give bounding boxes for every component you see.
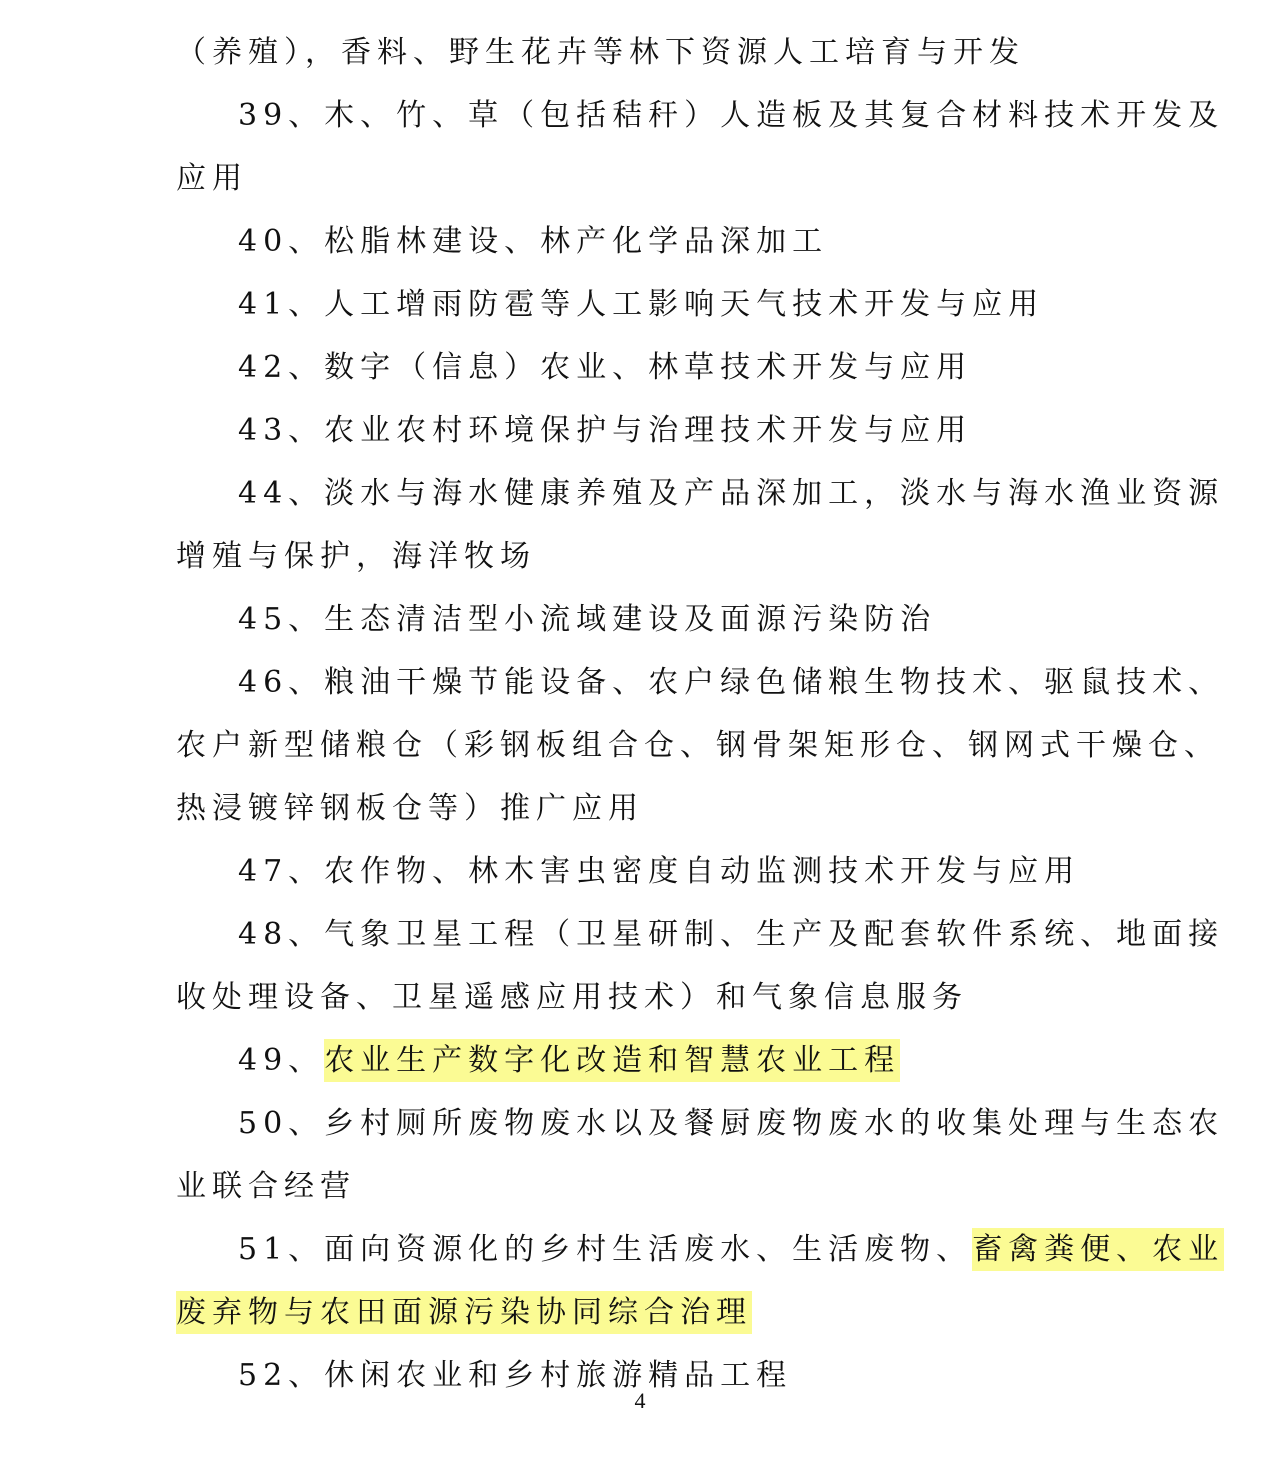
page-number: 4 [634, 1388, 646, 1413]
list-item-44: 44、淡水与海水健康养殖及产品深加工，淡水与海水渔业资源 [238, 476, 1225, 511]
text-line [176, 1287, 1111, 1339]
text-line: 农户新型储粮仓（彩钢板组合仓、钢骨架矩形仓、钢网式干燥仓、 [176, 728, 1220, 763]
list-item-48: 48、气象卫星工程（卫星研制、生产及配套软件系统、地面接 [238, 917, 1225, 952]
list-item-40: 40、松脂林建设、林产化学品深加工 [238, 224, 829, 259]
highlighted-text: 畜禽粪便、农业 [972, 1228, 1224, 1271]
list-item-39: 39、木、竹、草（包括秸秆）人造板及其复合材料技术开发及 [238, 98, 1225, 133]
list-item-47: 47、农作物、林木害虫密度自动监测技术开发与应用 [238, 854, 1081, 889]
item-49-number: 49、 [238, 1043, 325, 1078]
highlighted-text: 废弃物与农田面源污染协同综合治理 [176, 1291, 752, 1334]
text-line: 收处理设备、卫星遥感应用技术）和气象信息服务 [176, 980, 968, 1015]
text-line: 业联合经营 [176, 1169, 356, 1204]
list-item-50: 50、乡村厕所废物废水以及餐厨废物废水的收集处理与生态农 [238, 1106, 1225, 1141]
list-item-52: 52、休闲农业和乡村旅游精品工程 [238, 1358, 793, 1393]
text-line: 热浸镀锌钢板仓等）推广应用 [176, 791, 644, 826]
item-51-text: 51、面向资源化的乡村生活废水、生活废物、 [238, 1232, 973, 1267]
text-line: 应用 [176, 161, 248, 196]
text-line: 增殖与保护，海洋牧场 [176, 539, 536, 574]
list-item-46: 46、粮油干燥节能设备、农户绿色储粮生物技术、驱鼠技术、 [238, 665, 1225, 700]
list-item-45: 45、生态清洁型小流域建设及面源污染防治 [238, 602, 937, 637]
list-item-49 [238, 1035, 1111, 1087]
list-item-42: 42、数字（信息）农业、林草技术开发与应用 [238, 350, 973, 385]
list-item-51 [238, 1224, 1225, 1276]
highlighted-text: 农业生产数字化改造和智慧农业工程 [324, 1039, 900, 1082]
list-item-41: 41、人工增雨防雹等人工影响天气技术开发与应用 [238, 287, 1045, 322]
text-line: （养殖），香料、野生花卉等林下资源人工培育与开发 [176, 35, 1025, 70]
list-item-43: 43、农业农村环境保护与治理技术开发与应用 [238, 413, 973, 448]
